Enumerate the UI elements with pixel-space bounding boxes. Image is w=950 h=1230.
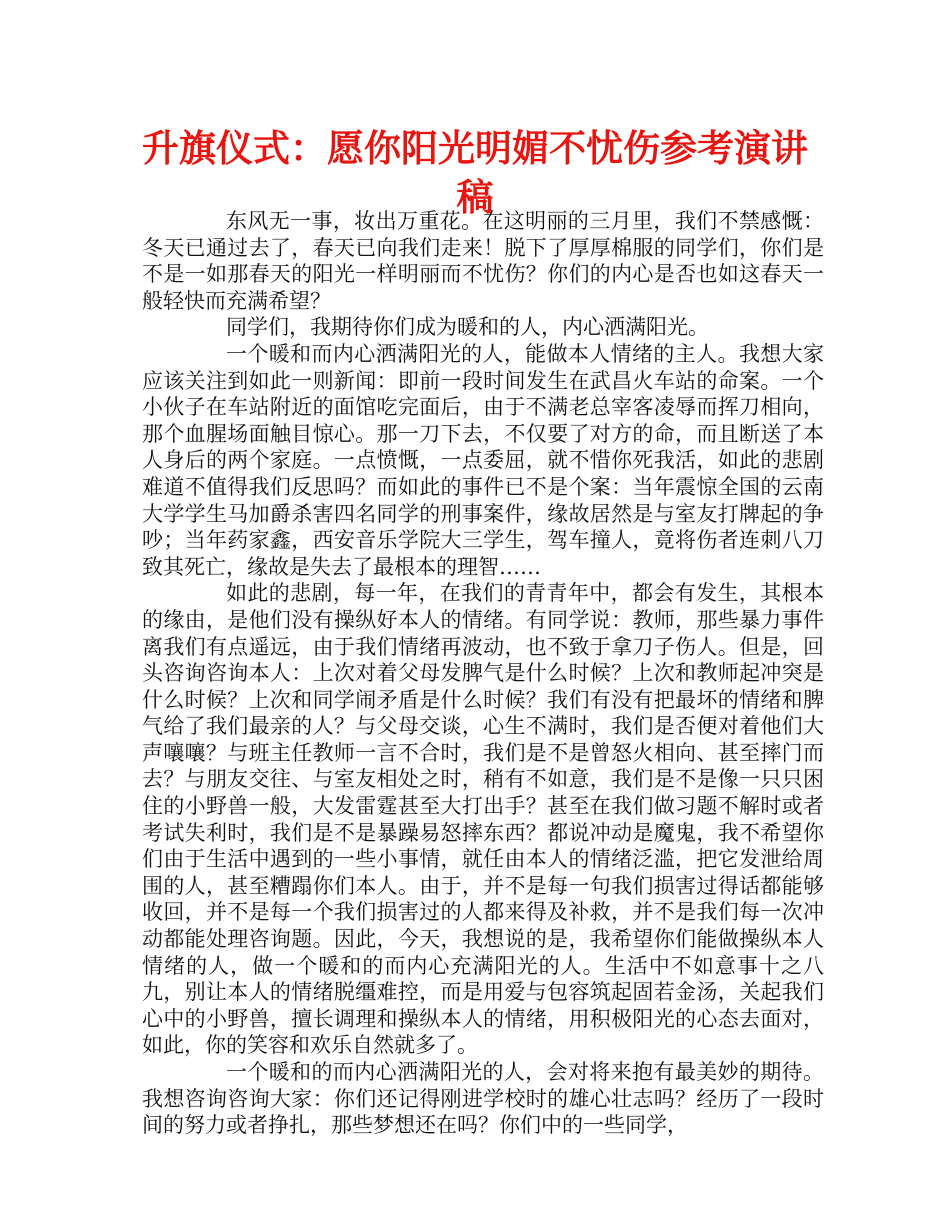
document-title: 升旗仪式：愿你阳光明媚不忧伤参考演讲稿	[142, 127, 808, 219]
paragraph: 一个暖和而内心洒满阳光的人，能做本人情绪的主人。我想大家应该关注到如此一则新闻：即前一段时间发生在武昌火车站的命案。一个小伙子在车站附近的面馆吃完面后，由于不满老总宰客凌辱而挥刀相向，那个血腥场面触目惊心。那一刀下去，不仅要了对方的命，而且断送了本人身后的两个家庭。一点愤慨，一点委屈，就不惜你死我活，如此的悲剧难道不值得我们反思吗？而如此的事件已不是个案：当年震惊全国的云南大学学生马加爵杀害四名同学的刑事案件，缘故居然是与室友打牌起的争吵；当年药家鑫，西安音乐学院大三学生，驾车撞人，竟将伤者连刺八刀致其死亡，缘故是失去了最根本的理智……	[142, 341, 824, 579]
document-body	[142, 208, 824, 1139]
paragraph: 如此的悲剧，每一年，在我们的青青年中，都会有发生，其根本的缘由，是他们没有操纵好本人的情绪。有同学说：教师，那些暴力事件离我们有点遥远，由于我们情绪再波动，也不致于拿刀子伤人。但是，回头咨询咨询本人：上次对着父母发脾气是什么时候？上次和教师起冲突是什么时候？上次和同学闹矛盾是什么时候？我们有没有把最坏的情绪和脾气给了我们最亲的人？与父母交谈，心生不满时，我们是否便对着他们大声嚷嚷？与班主任教师一言不合时，我们是不是曾怒火相向、甚至摔门而去？与朋友交往、与室友相处之时，稍有不如意，我们是不是像一只只困住的小野兽一般，大发雷霆甚至大打出手？甚至在我们做习题不解时或者考试失利时，我们是不是暴躁易怒摔东西？都说冲动是魔鬼，我不希望你们由于生活中遇到的一些小事情，就任由本人的情绪泛滥，把它发泄给周围的人，甚至糟蹋你们本人。由于，并不是每一句我们损害过得话都能够收回，并不是每一个我们损害过的人都来得及补救，并不是我们每一次冲动都能处理咨询题。因此，今天，我想说的是，我希望你们能做操纵本人情绪的人，做一个暖和的而内心充满阳光的人。生活中不如意事十之八九，别让本人的情绪脱缰难控，而是用爱与包容筑起固若金汤，关起我们心中的小野兽，擅长调理和操纵本人的情绪，用积极阳光的心态去面对，如此，你的笑容和欢乐自然就多了。	[142, 581, 824, 1058]
paragraph: 同学们，我期待你们成为暖和的人，内心洒满阳光。	[226, 315, 709, 340]
paragraph: 一个暖和的而内心洒满阳光的人，会对将来抱有最美妙的期待。我想咨询咨询大家：你们还记得刚进学校时的雄心壮志吗？经历了一段时间的努力或者挣扎，那些梦想还在吗？你们中的一些同学，	[142, 1060, 824, 1138]
paragraph: 东风无一事，妆出万重花。在这明丽的三月里，我们不禁感慨：冬天已通过去了，春天已向我们走来！脱下了厚厚棉服的同学们，你们是不是一如那春天的阳光一样明丽而不忧伤？你们的内心是否也如这春天一般轻快而充满希望？	[142, 209, 824, 313]
